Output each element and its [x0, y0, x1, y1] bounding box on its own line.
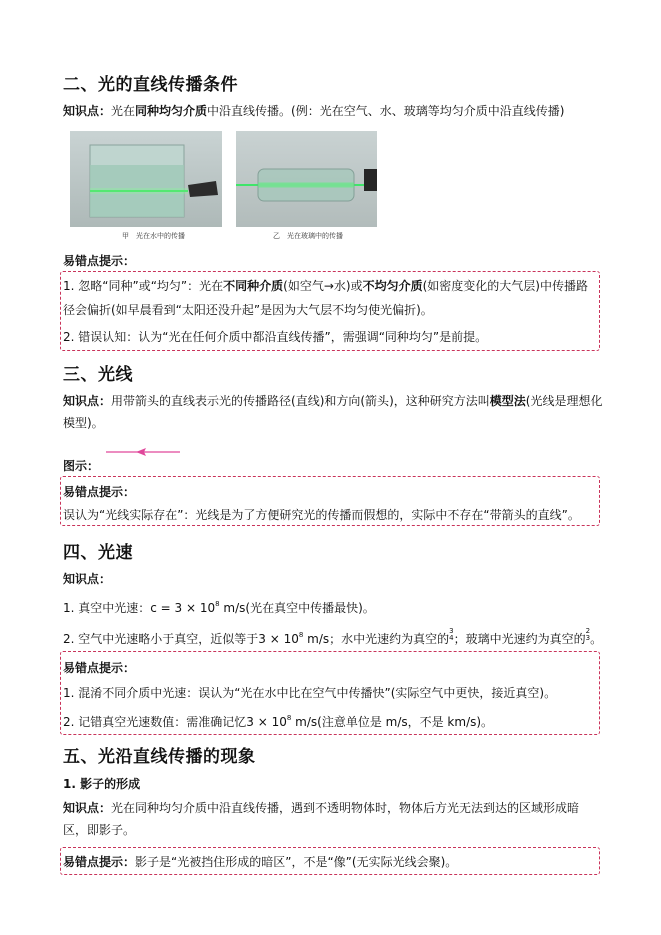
- knowledge-text: 用带箭头的直线表示光的传播路径(直线)和方向(箭头)，这种研究方法叫: [111, 394, 490, 408]
- error-text: 1. 忽略“同种”或“均匀”：光在: [63, 279, 224, 293]
- knowledge-text: 光在: [111, 104, 136, 118]
- fraction-numerator: 3: [449, 627, 454, 635]
- error-tip-5: [63, 853, 457, 871]
- section-title-5: 五、光沿直线传播的现象: [63, 747, 256, 767]
- speed-item-2: [63, 626, 602, 648]
- photo-light-in-glass: [236, 131, 377, 227]
- item-text: ；水中光速约为真空的: [329, 632, 450, 646]
- water-tank-image: [70, 131, 222, 227]
- photo-light-in-water: [70, 131, 222, 227]
- glass-block-image: [236, 131, 377, 227]
- knowledge-text: 中沿直线传播。(例：光在空气、水、玻璃等均匀介质中沿直线传播): [207, 104, 565, 118]
- knowledge-keyword: 模型法: [489, 394, 526, 408]
- formula-unit: m/s: [219, 601, 246, 615]
- formula-exponent: 8: [215, 600, 220, 608]
- knowledge-text: 光在同种均匀介质中沿直线传播，遇到不透明物体时，物体后方光无法到达的区域形成暗区，即影子。: [63, 801, 580, 837]
- light-ray-arrow-diagram: [104, 446, 182, 458]
- item-text: (光在真空中传播最快)。: [245, 601, 375, 615]
- section-title-2: 二、光的直线传播条件: [63, 75, 238, 95]
- formula-base: 3 × 10: [246, 715, 287, 729]
- diagram-label: 图示：: [63, 459, 100, 473]
- item-text: 1. 真空中光速：: [63, 601, 151, 615]
- knowledge-point-5: [63, 797, 603, 841]
- error-text: 影子是“光被挡住形成的暗区”，不是“像”(无实际光线会聚)。: [135, 855, 458, 869]
- formula-base: 3 × 10: [258, 632, 299, 646]
- formula-exponent: 8: [298, 631, 304, 639]
- error-text: (注意单位是 m/s，不是 km/s)。: [317, 715, 494, 729]
- section-title-4: 四、光速: [63, 543, 133, 563]
- speed-item-1: [63, 595, 375, 617]
- knowledge-label: 知识点：: [63, 394, 112, 408]
- error-text: (如空气→水)或: [283, 279, 363, 293]
- error-tip-item-2: 2. 错误认知：认为“光在任何介质中都沿直线传播”，需强调“同种均匀”是前提。: [63, 330, 488, 344]
- knowledge-text: (光线是理想化模型)。: [63, 394, 603, 430]
- error-tip-label: 易错点提示：: [63, 254, 136, 268]
- error-text: 2. 记错真空光速数值：需准确记忆: [63, 715, 247, 729]
- knowledge-label: 知识点：: [63, 104, 112, 118]
- item-text: 2. 空气中光速略小于真空，近似等于: [63, 632, 259, 646]
- photo-caption-right: 乙 光在玻璃中的传播: [273, 232, 343, 240]
- error-tip-label: 易错点提示：: [63, 855, 136, 869]
- formula-unit: m/s: [303, 632, 330, 646]
- knowledge-point-2: [63, 102, 564, 120]
- knowledge-keyword: 同种均匀介质: [135, 104, 208, 118]
- error-keyword: 不均匀介质: [362, 279, 423, 293]
- section-title-3: 三、光线: [63, 365, 133, 385]
- knowledge-point-3: [63, 390, 603, 434]
- formula-base: c = 3 × 10: [150, 601, 216, 615]
- knowledge-label: 知识点：: [63, 572, 112, 586]
- error-tip-text-3: 误认为“光线实际存在”：光线是为了方便研究光的传播而假想的，实际中不存在“带箭头的直线”。: [63, 508, 580, 522]
- error-tip-item-1-cont: 径会偏折(如早晨看到“太阳还没升起”是因为大气层不均匀使光偏折)。: [63, 303, 433, 317]
- subsection-title: 1. 影子的形成: [63, 777, 141, 791]
- error-keyword: 不同种介质: [223, 279, 284, 293]
- fraction-numerator: 2: [585, 627, 591, 635]
- formula-exponent: 8: [286, 714, 292, 722]
- error-text: (如密度变化的大气层)中传播路: [422, 279, 588, 293]
- knowledge-label: 知识点：: [63, 801, 112, 815]
- error-tip-item-1: 1. 混淆不同介质中光速：误认为“光在水中比在空气中传播快”(实际空气中更快，接近真空)。: [63, 686, 557, 700]
- item-text: 。: [590, 632, 603, 646]
- formula-unit: m/s: [291, 715, 318, 729]
- error-tip-label: 易错点提示：: [63, 485, 136, 499]
- error-tip-item-2: [63, 709, 493, 731]
- formula: [150, 601, 245, 615]
- error-tip-item-1: [63, 277, 588, 295]
- error-tip-label: 易错点提示：: [63, 661, 136, 675]
- fraction-denominator: 3: [585, 634, 591, 642]
- photo-caption-left: 甲 光在水中的传播: [122, 232, 185, 240]
- fraction-denominator: 4: [449, 634, 454, 642]
- item-text: ；玻璃中光速约为真空的: [453, 632, 586, 646]
